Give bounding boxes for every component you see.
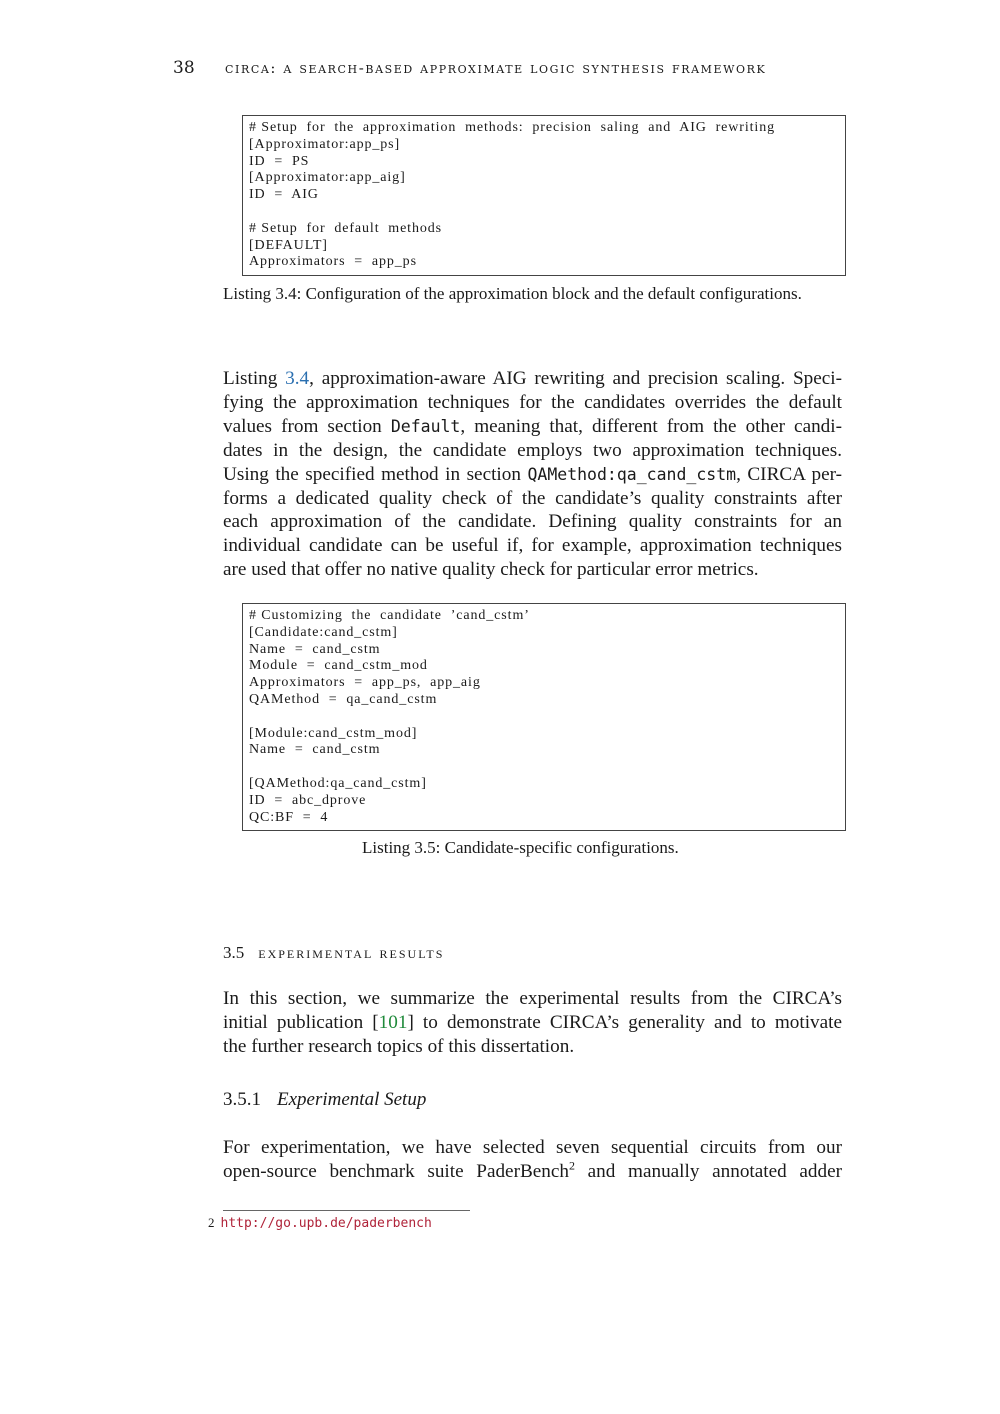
text-line: For experimentation, we have selected seven sequential circuits from our (223, 1137, 842, 1158)
code-line: ID = PS (249, 153, 310, 169)
text-line: individual candidate can be useful if, for example, approximation techniques (223, 535, 842, 557)
text-run: Listing (223, 368, 286, 389)
text-line: dates in the design, the candidate employs two approximation techniques. (223, 439, 842, 461)
listing-3-5-code-box (242, 603, 846, 831)
text-line: each approximation of the candidate. Defining quality constraints for an (223, 511, 842, 533)
listing-reference-link[interactable]: 3.4 (285, 368, 310, 389)
code-line (249, 709, 839, 726)
code-line: QAMethod = qa_cand_cstm (249, 691, 438, 707)
code-line: Approximators = app_ps, app_aig (249, 675, 481, 691)
code-line: Name = cand_cstm (249, 641, 381, 657)
section-title: experimental results (258, 943, 445, 962)
code-line: ID = abc_dprove (249, 792, 367, 808)
code-line: [Module:cand_cstm_mod] (249, 725, 418, 741)
text-line: the further research topics of this dissertation. (223, 1035, 575, 1057)
page-number: 38 (173, 58, 195, 78)
footnote-url-link[interactable]: http://go.upb.de/paderbench (220, 1216, 432, 1231)
subsection-number: 3.5.1 (223, 1089, 261, 1110)
running-title: circa: a search-based approximate logic synthesis framework (225, 59, 767, 77)
text-line: fying the approximation techniques for the candidates overrides the default (223, 391, 842, 413)
footnote-divider (223, 1210, 470, 1211)
subsection-title: Experimental Setup (277, 1089, 427, 1110)
text-line: are used that offer no native quality check for particular error metrics. (223, 559, 759, 581)
code-line: QC:BF = 4 (249, 809, 329, 825)
section-number: 3.5 (223, 943, 245, 962)
text-run: , meaning that, different from the other candi- (460, 415, 842, 437)
listing-3-5-caption: Listing 3.5: Candidate-specific configurations. (362, 838, 679, 857)
code-line: # Customizing the candidate ’cand_cstm’ (249, 608, 530, 623)
listing-3-4-code-box (242, 115, 846, 276)
code-line (249, 759, 839, 776)
text-run: , CIRCA per- (736, 463, 842, 485)
text-run: ] to demonstrate CIRCA’s generality and to motivate (407, 1011, 842, 1033)
listing-3-4-caption: Listing 3.4: Configuration of the approximation block and the default configurations. (223, 284, 802, 303)
section-heading (223, 943, 444, 963)
code-line: Approximators = app_ps (249, 254, 417, 270)
text-run: open-source benchmark suite PaderBench (223, 1160, 569, 1182)
inline-code: QAMethod:qa_cand_cstm (527, 464, 737, 484)
body-paragraph-2 (223, 987, 842, 1059)
code-line: Name = cand_cstm (249, 742, 381, 758)
footnote-marker[interactable]: 2 (568, 1158, 575, 1173)
text-run: Using the specified method in section (223, 463, 528, 485)
code-line: # Setup for default methods (249, 220, 443, 236)
inline-code: Default (390, 416, 461, 436)
text-run: , approximation-aware AIG rewriting and precision scaling. Speci- (309, 368, 842, 389)
subsection-heading (223, 1089, 426, 1111)
text-line: In this section, we summarize the experimental results from the CIRCA’s (223, 988, 842, 1009)
code-line: # Setup for the approximation methods: precision saling and AIG rewriting (249, 120, 775, 135)
footnote (208, 1215, 432, 1231)
text-line: forms a dedicated quality check of the candidate’s quality constraints after (223, 487, 842, 509)
body-paragraph-3 (223, 1136, 842, 1184)
code-line: ID = AIG (249, 187, 319, 203)
citation-link[interactable]: 101 (378, 1011, 408, 1033)
code-line: [DEFAULT] (249, 237, 328, 253)
text-run: values from section (223, 415, 391, 437)
code-line: Module = cand_cstm_mod (249, 658, 428, 674)
code-line: [Candidate:cand_cstm] (249, 624, 398, 640)
code-line: [Approximator:app_aig] (249, 170, 406, 186)
code-line (249, 204, 839, 221)
body-paragraph-1 (223, 367, 842, 582)
code-line: [QAMethod:qa_cand_cstm] (249, 775, 427, 791)
footnote-number: 2 (208, 1215, 215, 1230)
text-run: initial publication [ (223, 1011, 379, 1033)
text-run: and manually annotated adder (574, 1160, 842, 1182)
code-line: [Approximator:app_ps] (249, 136, 401, 152)
running-header (173, 58, 853, 78)
